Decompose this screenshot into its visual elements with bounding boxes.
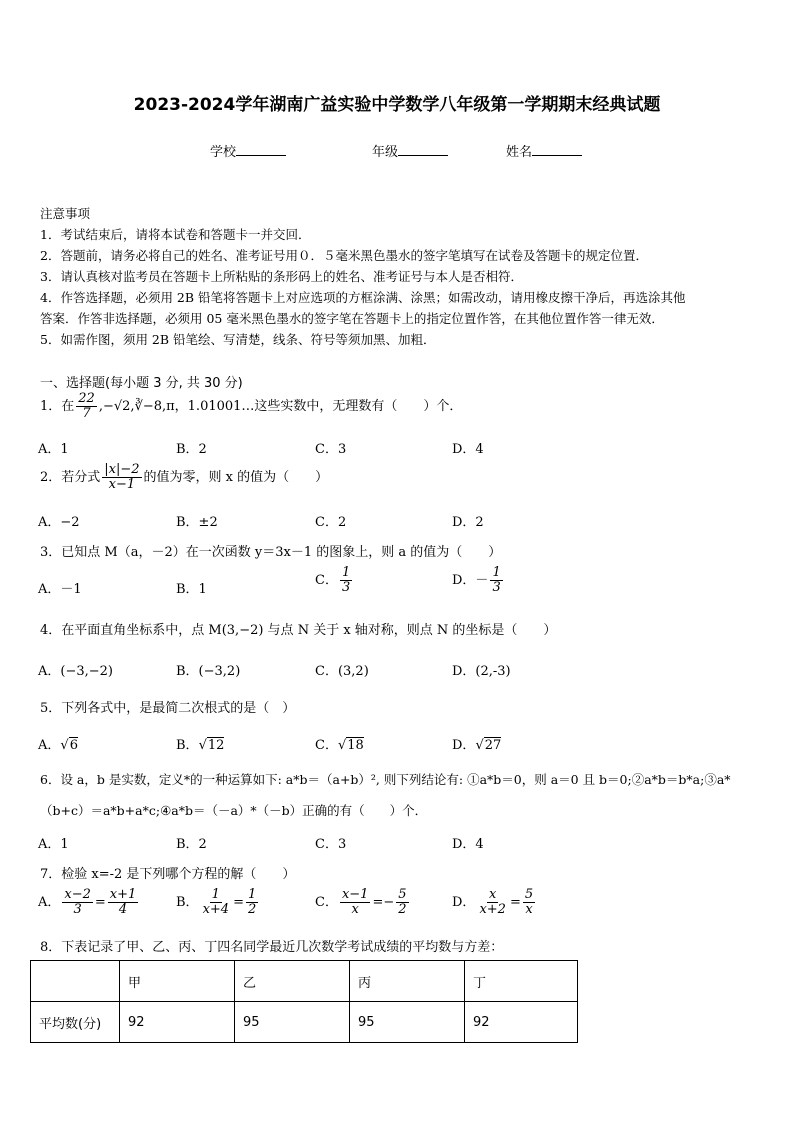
q7-d-frac2 [523, 888, 535, 917]
q7-b-n2: 1 [247, 887, 257, 902]
q5-option-d[interactable]: D．√27 [452, 738, 502, 753]
header-cell-bing: 丙 [350, 961, 465, 1002]
note-2: 2．答题前，请务必将自己的姓名、准考证号用０．５毫米黑色墨水的签字笔填写在试卷及答题卡的规定位置． [40, 248, 648, 263]
q7-c-frac2 [396, 888, 408, 917]
q1-option-c[interactable]: C．3 [315, 442, 347, 457]
q7-d-eq: = [509, 895, 521, 910]
note-1: 1．考试结束后，请将本试卷和答题卡一并交回． [40, 227, 311, 242]
table-header-row [31, 961, 578, 1002]
q5-a-radicand: 6 [69, 738, 78, 753]
q2-option-b[interactable]: B．±2 [176, 515, 218, 530]
q1-fraction [76, 392, 97, 421]
note-4a: 4．作答选择题，必须用 2B 铅笔将答题卡上对应选项的方框涂满、涂黑；如需改动，请用橡皮擦干净后，再选涂其他 [40, 290, 686, 305]
school-label: 学校 [210, 145, 237, 160]
q1-pre: 1．在 [40, 399, 75, 414]
question-6-line2: （b+c）＝a*b+a*c;④a*b＝（－a）*（－b）正确的有（ ）个． [40, 803, 428, 818]
q3-option-d[interactable] [452, 566, 505, 595]
q7-option-c[interactable] [315, 888, 411, 917]
q5-b-radicand: 12 [207, 738, 225, 753]
q5-c-radicand: 18 [347, 738, 364, 753]
q2-option-a[interactable]: A．−2 [38, 515, 80, 530]
grade-label: 年级 [372, 145, 399, 160]
q3-d-fraction [490, 566, 502, 595]
q6-option-a[interactable]: A．1 [38, 837, 69, 852]
q7-a-n1: x−2 [64, 887, 91, 902]
header-cell-empty [31, 961, 120, 1002]
q3-option-c[interactable] [315, 566, 354, 595]
q3-option-a[interactable]: A．－1 [38, 582, 82, 597]
q7-a-d2: 4 [118, 902, 128, 917]
q7-a-eq: = [94, 895, 106, 910]
q4-option-d[interactable]: D．(2,-3) [452, 664, 511, 679]
q7-b-n1: 1 [211, 887, 220, 902]
section-heading: 一、选择题(每小题 3 分, 共 30 分) [40, 376, 243, 391]
q7-option-d[interactable] [452, 888, 537, 917]
q2-pre: 2．若分式 [40, 470, 101, 485]
name-field [506, 141, 582, 160]
q7-b-label: B． [176, 895, 199, 910]
q7-b-eq: = [233, 895, 244, 910]
q7-c-n2: 5 [398, 887, 407, 902]
question-4: 4．在平面直角坐标系中，点 M(3,−2) 与点 N 关于 x 轴对称，则点 N 的坐标是（ ） [40, 623, 557, 638]
q7-option-b[interactable] [176, 888, 260, 917]
q1-option-a[interactable]: A．1 [38, 442, 69, 457]
q7-c-frac1 [340, 888, 371, 917]
q3-c-label: C． [315, 573, 338, 588]
q7-c-label: C． [315, 895, 338, 910]
q7-a-n2: x+1 [109, 887, 137, 902]
q3-c-fraction [340, 566, 352, 595]
q7-a-label: A． [38, 895, 61, 910]
q2-den: x−1 [108, 477, 136, 492]
q5-c-label: C． [315, 738, 338, 753]
score-table [30, 960, 578, 1043]
q5-option-b[interactable]: B．√12 [176, 738, 225, 753]
q1-option-b[interactable]: B．2 [176, 442, 207, 457]
q5-b-label: B． [176, 738, 199, 753]
q2-num: |x|−2 [104, 462, 140, 477]
q6-option-d[interactable]: D．4 [452, 837, 484, 852]
q7-d-n2: 5 [524, 887, 534, 902]
school-blank[interactable] [236, 143, 286, 156]
q7-c-eq: =− [372, 895, 395, 910]
q7-c-n1: x−1 [341, 887, 369, 902]
q1-text: ,−√2,∛−8,π，1.01001…这些实数中，无理数有（ ）个． [98, 399, 463, 414]
q1-option-d[interactable]: D．4 [452, 442, 484, 457]
q5-d-radicand: 27 [484, 738, 502, 753]
q7-option-a[interactable] [38, 888, 140, 917]
page-title: 2023-2024学年湖南广益实验中学数学八年级第一学期期末经典试题 [133, 95, 661, 115]
q6-option-c[interactable]: C．3 [315, 837, 347, 852]
header-cell-ding: 丁 [465, 961, 578, 1002]
q3-d-num: 1 [492, 565, 501, 580]
q7-c-d1: x [351, 902, 359, 917]
q7-d-frac1 [477, 888, 508, 917]
q5-option-a[interactable]: A．√6 [38, 738, 78, 753]
q7-b-frac2 [246, 888, 258, 917]
q4-option-a[interactable]: A．(−3,−2) [38, 664, 113, 679]
q7-d-label: D． [452, 895, 476, 910]
question-1 [40, 392, 462, 421]
row-label-average: 平均数(分) [31, 1002, 120, 1043]
cell-bing: 95 [350, 1002, 465, 1043]
question-5: 5．下列各式中，是最简二次根式的是（ ） [40, 701, 296, 716]
q7-d-d2: x [525, 902, 533, 917]
grade-field [372, 141, 448, 160]
name-label: 姓名 [506, 145, 533, 160]
question-8: 8．下表记录了甲、乙、丙、丁四名同学最近几次数学考试成绩的平均数与方差： [40, 940, 504, 955]
name-blank[interactable] [532, 143, 582, 156]
grade-blank[interactable] [398, 143, 448, 156]
q6-option-b[interactable]: B．2 [176, 837, 207, 852]
notes-heading: 注意事项 [40, 206, 91, 221]
q7-a-frac1 [62, 888, 93, 917]
q4-option-c[interactable]: C．(3,2) [315, 664, 369, 679]
q7-a-d1: 3 [73, 902, 82, 917]
q3-d-label: D．－ [452, 573, 489, 588]
header-cell-yi: 乙 [235, 961, 350, 1002]
q2-text: 的值为零，则 x 的值为（ ） [143, 470, 329, 485]
q7-d-n1: x [489, 887, 497, 902]
cell-jia: 92 [120, 1002, 235, 1043]
q5-d-label: D． [452, 738, 476, 753]
question-3: 3．已知点 M（a，－2）在一次函数 y＝3x－1 的图象上，则 a 的值为（ ） [40, 545, 502, 560]
q7-c-d2: 2 [398, 902, 407, 917]
q7-b-d1: x+4 [202, 902, 230, 917]
question-7: 7．检验 x=-2 是下列哪个方程的解（ ） [40, 867, 296, 882]
q5-a-label: A． [38, 738, 61, 753]
q7-d-d1: x+2 [479, 902, 506, 917]
q1-num: 22 [78, 391, 95, 406]
question-2 [40, 463, 328, 492]
q7-b-d2: 2 [247, 902, 257, 917]
question-6-line1: 6．设 a，b 是实数，定义*的一种运算如下: a*b＝（a+b）², 则下列结论有: ①a*b＝0，则 a＝0 且 b＝0;②a*b＝b*a;③a* [40, 772, 731, 787]
note-4b: 答案．作答非选择题，必须用 05 毫米黑色墨水的签字笔在答题卡上的指定位置作答，在其他位置作答一律无效． [40, 311, 664, 326]
q3-d-den: 3 [492, 580, 501, 595]
q3-c-den: 3 [341, 580, 351, 595]
cell-yi: 95 [235, 1002, 350, 1043]
header-cell-jia: 甲 [120, 961, 235, 1002]
q2-option-d[interactable]: D．2 [452, 515, 484, 530]
q7-a-frac2 [108, 888, 139, 917]
cell-ding: 92 [465, 1002, 578, 1043]
q4-option-b[interactable]: B．(−3,2) [176, 664, 241, 679]
q1-den: 7 [82, 406, 91, 421]
q2-option-c[interactable]: C．2 [315, 515, 347, 530]
q3-option-b[interactable]: B．1 [176, 582, 207, 597]
q2-fraction [102, 463, 141, 492]
note-3: 3．请认真核对监考员在答题卡上所粘贴的条形码上的姓名、准考证号与本人是否相符． [40, 269, 523, 284]
q7-b-frac1 [201, 888, 232, 917]
q3-c-num: 1 [341, 565, 351, 580]
school-field [210, 141, 286, 160]
q5-option-c[interactable]: C．√18 [315, 738, 364, 753]
table-row [31, 1002, 578, 1043]
note-5: 5．如需作图，须用 2B 铅笔绘、写清楚，线条、符号等须加黑、加粗． [40, 332, 436, 347]
